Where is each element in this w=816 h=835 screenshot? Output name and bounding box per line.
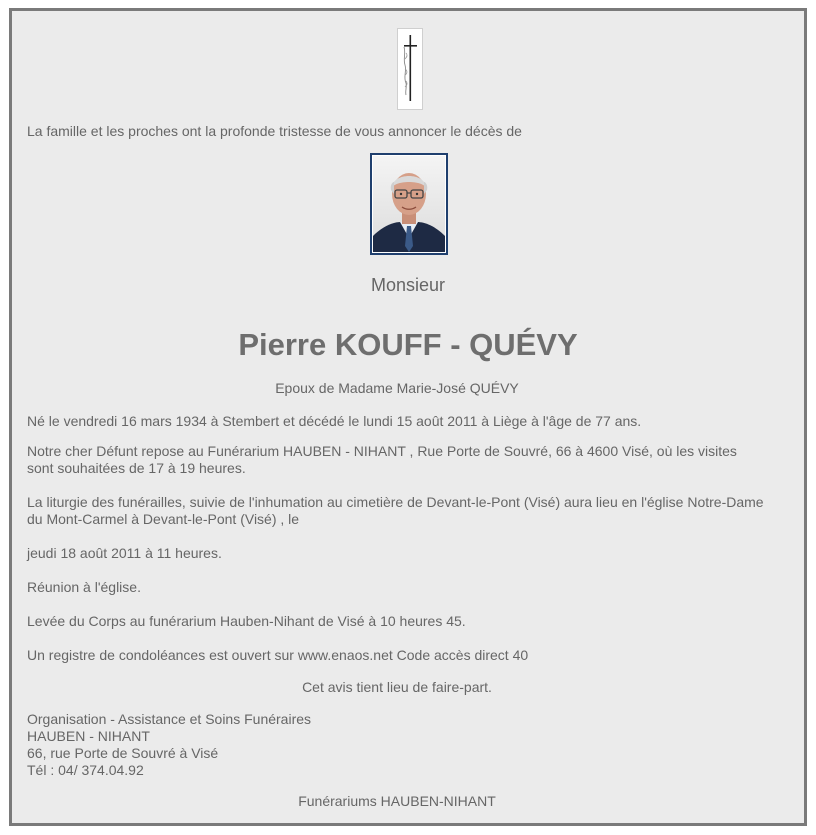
intro-text: La famille et les proches ont la profonde tristesse de vous annoncer le décès de: [27, 123, 522, 139]
register-text: Un registre de condoléances est ouvert sur www.enaos.net Code accès direct 40: [27, 647, 529, 663]
birth-death-text: Né le vendredi 16 mars 1934 à Stembert et décédé le lundi 15 août 2011 à Liège à l'âge de 77 ans.: [27, 413, 642, 429]
organisation-line-2: HAUBEN - NIHANT: [27, 728, 150, 744]
rest-text: Notre cher Défunt repose au Funérarium HAUBEN - NIHANT , Rue Porte de Souvré, 66 à 4600 Visé, où les visites sont souhaitées de 17 à 19 heures.: [27, 443, 737, 476]
organisation-phone: Tél : 04/ 374.04.92: [27, 762, 144, 778]
portrait-image: [373, 156, 445, 252]
notice-text: Cet avis tient lieu de faire-part.: [302, 679, 492, 695]
levee-text: Levée du Corps au funérarium Hauben-Nihant de Visé à 10 heures 45.: [27, 613, 466, 629]
meeting-text: Réunion à l'église.: [27, 579, 141, 595]
salutation: Monsieur: [370, 275, 446, 295]
cross-icon: [398, 29, 422, 109]
funeral-date: jeudi 18 août 2011 à 11 heures.: [27, 545, 222, 561]
cross-image: [397, 28, 423, 110]
footer-text: Funérariums HAUBEN-NIHANT: [298, 793, 496, 809]
spouse-text: Epoux de Madame Marie-José QUÉVY: [275, 380, 519, 396]
organisation-line-1: Organisation - Assistance et Soins Funéraires: [27, 711, 312, 727]
portrait-photo: [370, 153, 448, 255]
organisation-line-3: 66, rue Porte de Souvré à Visé: [27, 745, 219, 761]
liturgy-text: La liturgie des funérailles, suivie de l'inhumation au cimetière de Devant-le-Pont (Visé) aura lieu en l'église Notre-Dame du Mont-Carmel à Devant-le-Pont (Visé) , le: [27, 494, 764, 527]
deceased-name: Pierre KOUFF - QUÉVY: [238, 327, 578, 362]
obituary-frame: [9, 8, 807, 826]
